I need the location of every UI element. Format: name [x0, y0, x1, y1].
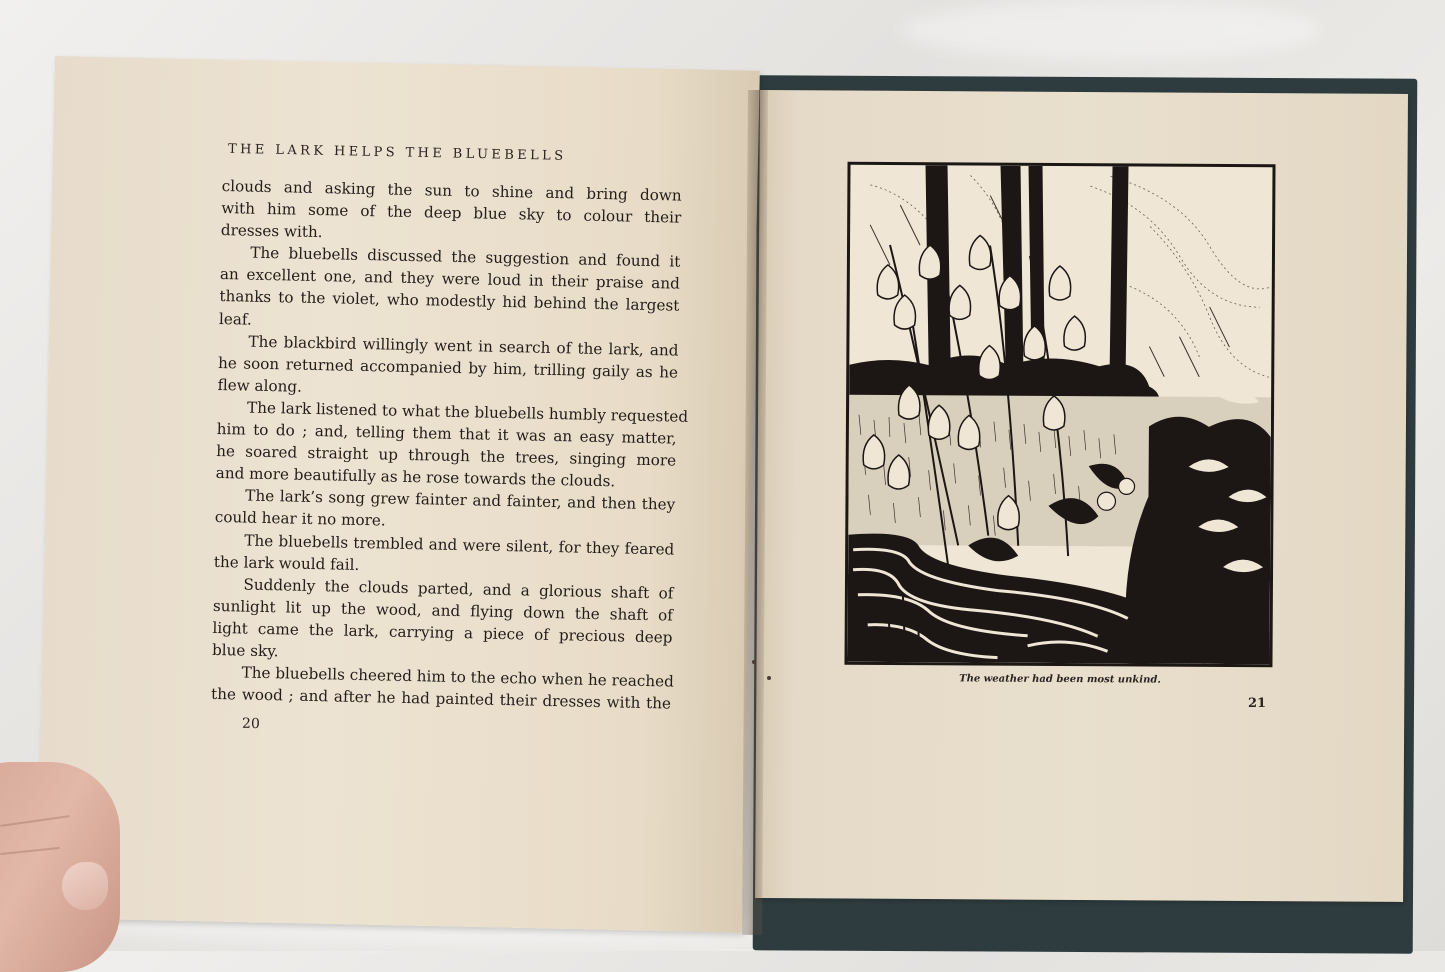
page-number-right: 21: [1248, 696, 1267, 711]
text-line: The blackbird willingly went in search of the lark, and: [248, 332, 679, 360]
text-line: could hear it no more.: [214, 508, 386, 530]
text-line: The bluebells discussed the suggestion and found it: [250, 243, 681, 271]
text-line: The lark listened to what the bluebells humbly requested: [246, 398, 689, 426]
text-line: thanks to the violet, who modestly hid behind the largest: [219, 287, 680, 316]
text-line: The lark’s song grew fainter and fainter, and then they: [245, 486, 676, 514]
cloth-fold: [900, 0, 1320, 60]
illustration-caption: The weather had been most unkind.: [959, 673, 1161, 686]
running-head: THE LARK HELPS THE BLUEBELLS: [227, 141, 567, 164]
text-line: leaf.: [218, 309, 252, 329]
illustration-bluebells: [844, 162, 1275, 668]
text-line: an excellent one, and they were loud in their praise and: [219, 265, 681, 293]
text-line: The bluebells cheered him to the echo when he reached: [241, 663, 675, 691]
text-line: blue sky.: [211, 640, 279, 661]
text-line: The bluebells trembled and were silent, for they feared: [244, 531, 675, 559]
thumbnail: [62, 862, 108, 910]
text-line: flew along.: [217, 375, 303, 396]
illustration-drawing: [847, 165, 1272, 665]
body-text: [210, 175, 689, 715]
text-line: Suddenly the clouds parted, and a glorious shaft of: [243, 575, 674, 603]
text-line: he soared straight up through the trees, singing more: [216, 442, 677, 470]
text-line: dresses with.: [220, 221, 323, 242]
text-line: the wood ; and after he had painted their dresses with the: [210, 685, 672, 713]
binding-stitch: [752, 660, 756, 664]
text-line: clouds and asking the sun to shine and bring down: [221, 176, 682, 205]
text-line: the lark would fail.: [213, 552, 360, 574]
page-number-left: 20: [241, 715, 260, 733]
text-line: light came the lark, carrying a piece of precious deep: [212, 618, 673, 647]
binding-stitch: [767, 676, 771, 680]
text-line: with him some of the deep blue sky to colour their: [221, 199, 682, 227]
text-line: him to do ; and, telling them that it was an easy matter,: [216, 419, 677, 448]
text-line: he soon returned accompanied by him, trilling gaily as he: [217, 353, 679, 382]
text-line: and more beautifully as he rose towards the clouds.: [215, 464, 616, 491]
text-line: sunlight lit up the wood, and flying down the shaft of: [212, 596, 674, 625]
